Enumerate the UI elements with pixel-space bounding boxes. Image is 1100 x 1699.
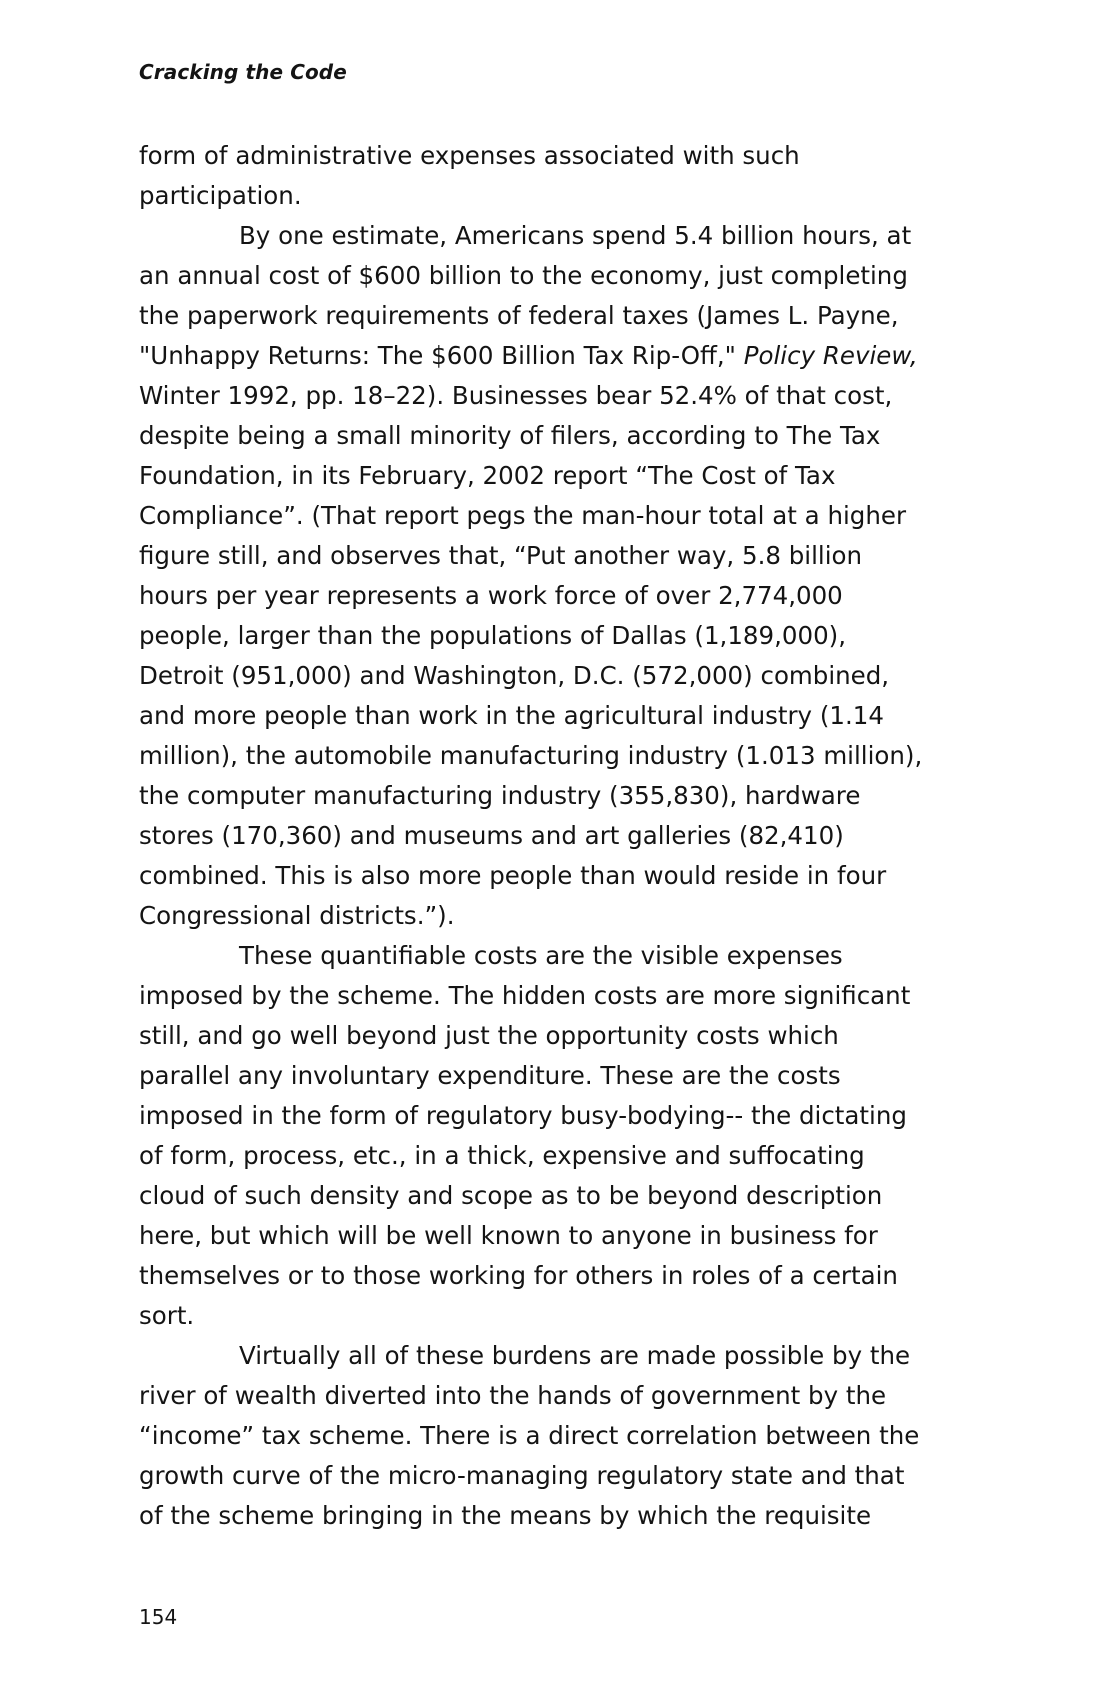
paragraph-estimate-part-2: Winter 1992, pp. 18–22). Businesses bear 52.4% of that cost, despite being a small minority of filers, according to The Tax Foundation, in its February, 2002 report “The Cost of Tax Compliance”. (That report pegs the man-hour total at a higher figure still, and observes that, “Put another way, 5.8 billion hours per year represents a work force of over 2,774,000 people, larger than the populations of Dallas (1,189,000), Detroit (951,000) and Washington, D.C. (572,000) combined, and more people than work in the agricultural industry (1.14 million), the automobile manufacturing industry (1.013 million), the computer manufacturing industry (355,830), hardware stores (170,360) and museums and art galleries (82,410) combined. This is also more people than would reside in four Congressional districts.”). [139, 381, 923, 930]
paragraph-estimate [139, 216, 929, 936]
body-text [139, 136, 929, 1536]
paragraph-hidden-costs: These quantifiable costs are the visible expenses imposed by the scheme. The hidden costs are more significant still, and go well beyond just the opportunity costs which parallel any involuntary expenditure. These are the costs imposed in the form of regulatory busy-bodying-- the dictating of form, process, etc., in a thick, expensive and suffocating cloud of such density and scope as to be beyond description here, but which will be well known to anyone in business for themselves or to those working for others in roles of a certain sort. [139, 941, 911, 1330]
journal-title-italic: Policy Review, [743, 341, 918, 370]
paragraph-continuation: form of administrative expenses associated with such participation. [139, 141, 800, 210]
running-header-title: Cracking the Code [139, 60, 347, 84]
page-number: 154 [139, 1605, 178, 1629]
paragraph-burdens: Virtually all of these burdens are made possible by the river of wealth diverted into the hands of government by the “income” tax scheme. There is a direct correlation between the growth curve of the micro-managing regulatory state and that of the scheme bringing in the means by which the requisite [139, 1341, 920, 1530]
paragraph-estimate-part-1: By one estimate, Americans spend 5.4 billion hours, at an annual cost of $600 billion to the economy, just completing the paperwork requirements of federal taxes (James L. Payne, "Unhappy Returns: The $600 Billion Tax Rip-Off," [139, 221, 912, 370]
